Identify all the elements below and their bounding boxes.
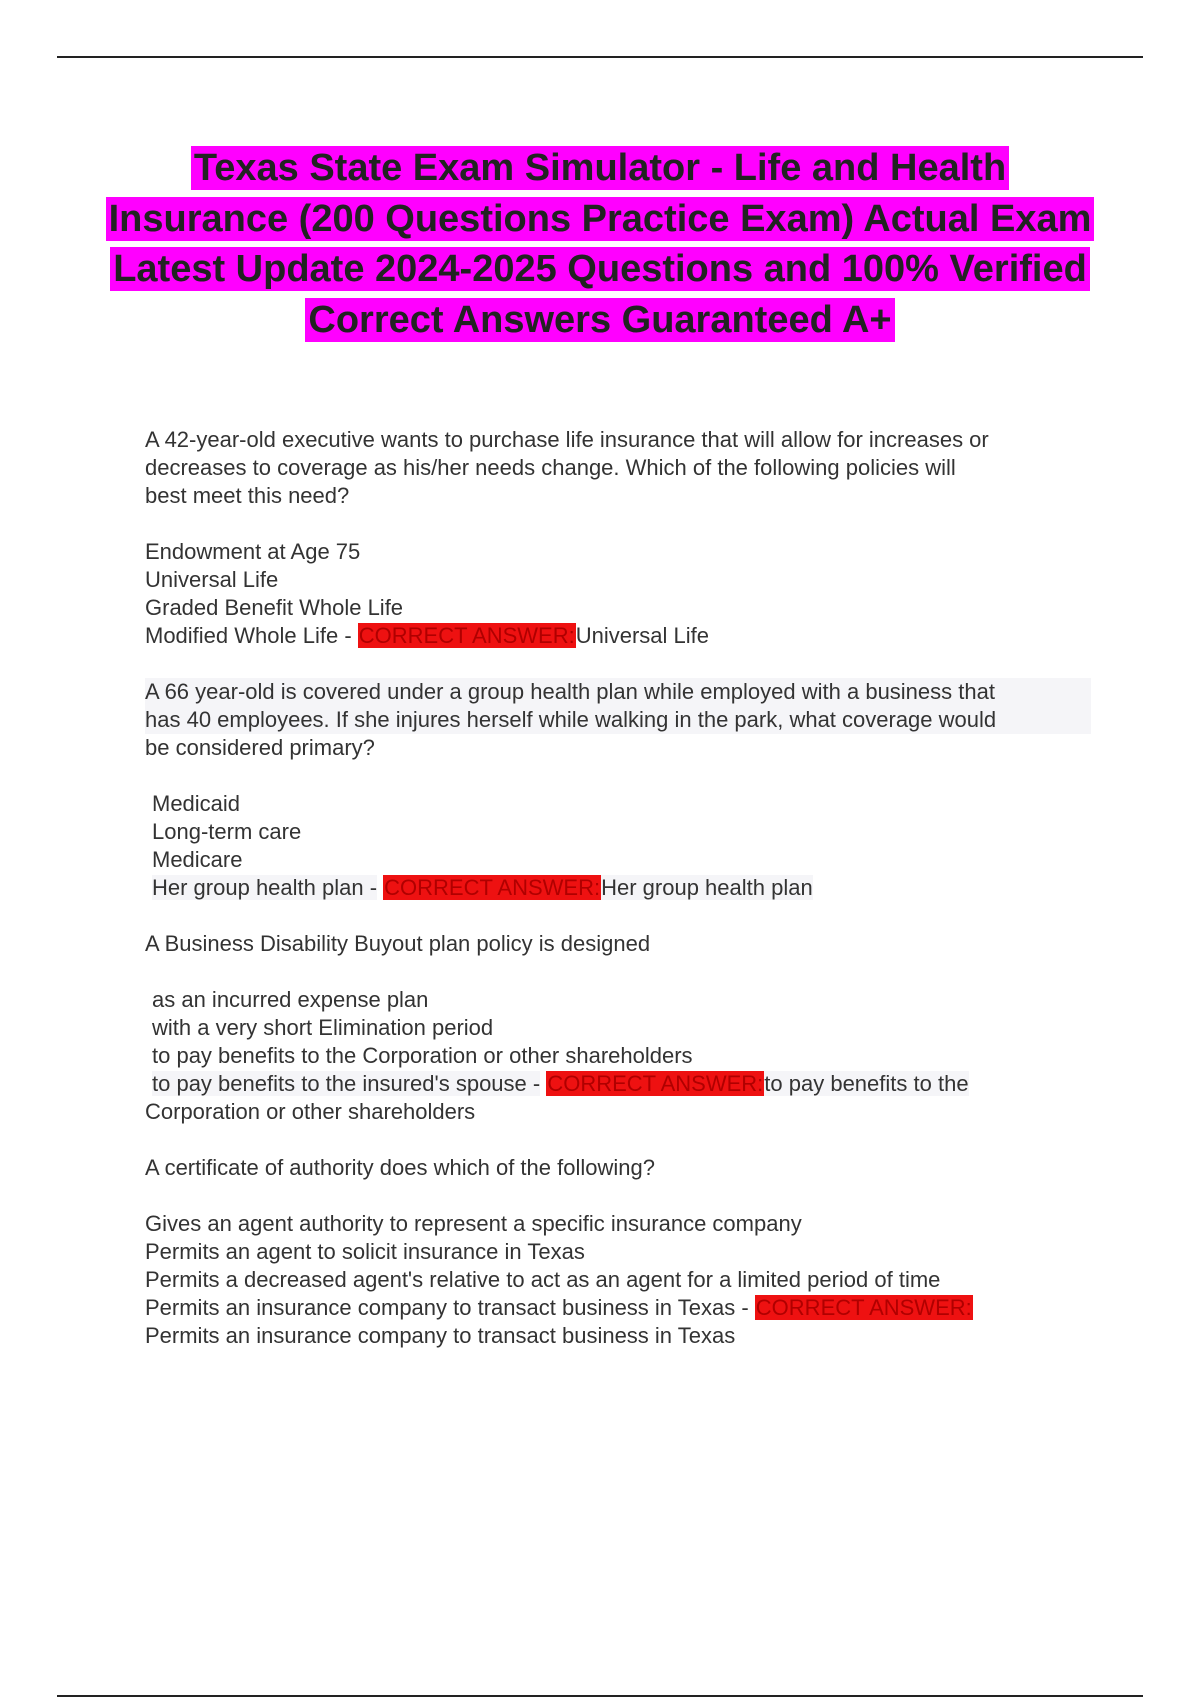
option: as an incurred expense plan (152, 987, 429, 1012)
option: Permits a decreased agent's relative to act as an agent for a limited period of time (145, 1267, 941, 1292)
correct-answer-marker: CORRECT ANSWER: (358, 623, 575, 648)
options-1 (145, 538, 1091, 650)
question-text: A certificate of authority does which of the following? (145, 1155, 655, 1180)
option: Permits an agent to solicit insurance in Texas (145, 1239, 585, 1264)
question-2 (145, 678, 1091, 762)
question-text: decreases to coverage as his/her needs change. Which of the following policies will (145, 455, 956, 480)
question-3 (145, 930, 1091, 958)
question-text: A Business Disability Buyout plan policy is designed (145, 931, 651, 956)
option: Gives an agent authority to represent a specific insurance company (145, 1211, 802, 1236)
option: with a very short Elimination period (152, 1015, 494, 1040)
answer-text: to pay benefits to the (764, 1071, 969, 1096)
answer-text: Universal Life (575, 623, 710, 648)
document-title (100, 143, 1100, 345)
correct-answer-marker: CORRECT ANSWER: (547, 1071, 764, 1096)
options-4 (145, 1210, 1091, 1350)
question-text: best meet this need? (145, 483, 350, 508)
option-with-answer: Modified Whole Life - CORRECT ANSWER:Universal Life (145, 623, 710, 648)
option: Medicaid (152, 791, 241, 816)
option: Graded Benefit Whole Life (145, 595, 404, 620)
correct-answer-marker: CORRECT ANSWER: (384, 875, 601, 900)
option-with-answer: Her group health plan - CORRECT ANSWER:Her group health plan (152, 875, 813, 900)
options-2 (145, 790, 1091, 902)
answer-text: Permits an insurance company to transact business in Texas (145, 1323, 736, 1348)
question-text: A 42-year-old executive wants to purchase life insurance that will allow for increases or (145, 427, 989, 452)
question-list (145, 426, 1091, 1350)
top-rule (57, 56, 1143, 58)
option-with-answer: to pay benefits to the insured's spouse - CORRECT ANSWER:to pay benefits to the (152, 1071, 969, 1096)
question-text: has 40 employees. If she injures herself while walking in the park, what coverage would (145, 706, 1091, 734)
option: Universal Life (145, 567, 279, 592)
option: to pay benefits to the Corporation or other shareholders (152, 1043, 693, 1068)
correct-answer-marker: CORRECT ANSWER: (755, 1295, 972, 1320)
question-1 (145, 426, 1091, 510)
option: Long-term care (152, 819, 302, 844)
title-highlight: Texas State Exam Simulator - Life and Health Insurance (200 Questions Practice Exam) Actual Exam Latest Update 2024-2025 Questions and 100% Verified Correct Answers Guaranteed A+ (106, 146, 1095, 342)
answer-text: Her group health plan (601, 875, 813, 900)
bottom-rule (57, 1695, 1143, 1697)
option-with-answer: Permits an insurance company to transact business in Texas - CORRECT ANSWER: (145, 1295, 972, 1320)
options-3 (145, 986, 1091, 1126)
answer-text-continued: Corporation or other shareholders (145, 1099, 476, 1124)
option: Medicare (152, 847, 243, 872)
option: Endowment at Age 75 (145, 539, 361, 564)
question-text: be considered primary? (145, 735, 375, 760)
question-text: A 66 year-old is covered under a group health plan while employed with a business that (145, 678, 1091, 706)
question-4 (145, 1154, 1091, 1182)
